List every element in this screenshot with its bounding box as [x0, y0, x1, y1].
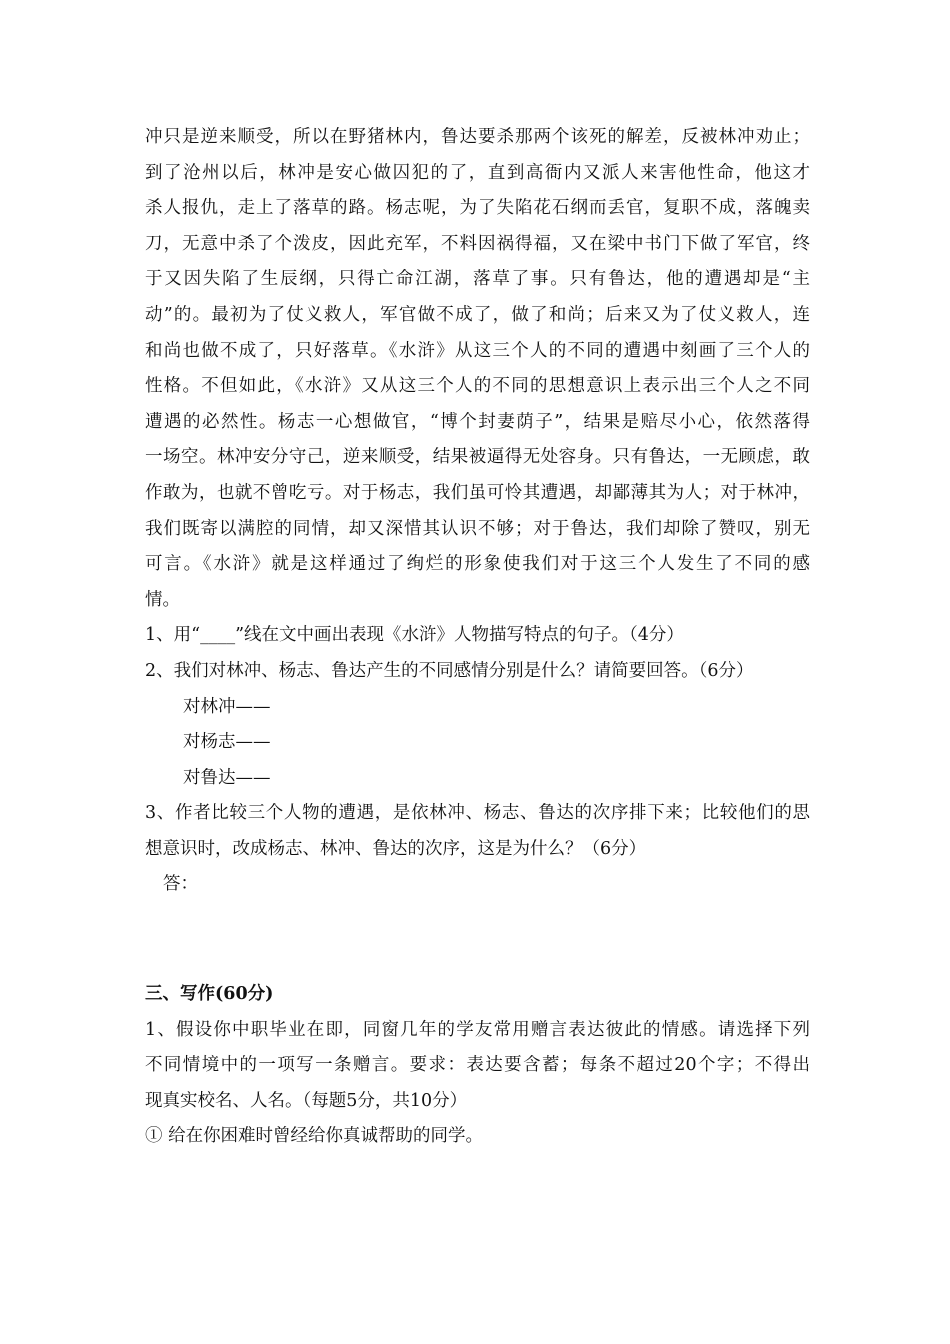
answer-space: [145, 903, 810, 977]
passage-last-line: 情。: [145, 589, 180, 610]
section-heading: 三、写作(60分): [145, 984, 274, 1005]
passage-line: 和尚也做不成了，只好落草。《水浒》从这三个人的不同的遭遇中刻画了三个人的: [145, 340, 810, 361]
section-writing: [145, 977, 810, 1155]
passage-line: 杀人报仇，走上了落草的路。杨志呢，为了失陷花石纲而丢官，复职不成，落魄卖: [145, 198, 810, 219]
passage-line: 一场空。林冲安分守己，逆来顺受，结果被逼得无处容身。只有鲁达，一无顾虑，敢: [145, 447, 810, 468]
section-last-line: 现真实校名、人名。（每题5分，共10分）: [145, 1090, 468, 1111]
question-3: [145, 796, 810, 903]
question-3-line: 3、作者比较三个人物的遭遇，是依林冲、杨志、鲁达的次序排下来；比较他们的思: [145, 803, 810, 824]
passage-line: 到了沧州以后，林冲是安心做囚犯的了，直到高衙内又派人来害他性命，他这才: [145, 162, 810, 183]
passage-line: 我们既寄以满腔的同情，却又深惜其认识不够；对于鲁达，我们却除了赞叹，别无: [145, 518, 810, 539]
section-line: 1、假设你中职毕业在即，同窗几年的学友常用赠言表达彼此的情感。请选择下列: [145, 1019, 810, 1040]
answer-yang-zhi[interactable]: 对杨志——: [183, 732, 271, 753]
question-2: [145, 654, 810, 796]
answer-lu-da[interactable]: 对鲁达——: [183, 767, 271, 788]
question-3-line: 想意识时，改成杨志、林冲、鲁达的次序，这是为什么？（6分）: [145, 838, 647, 859]
answer-lin-chong[interactable]: 对林冲——: [183, 696, 271, 717]
question-2-text: 2、我们对林冲、杨志、鲁达产生的不同感情分别是什么？请简要回答。（6分）: [145, 660, 754, 681]
question-1-prefix: 1、用“: [145, 625, 201, 646]
writing-item-1: ① 给在你困难时曾经给你真诚帮助的同学。: [145, 1126, 484, 1147]
passage-line: 动”的。最初为了仗义救人，军官做不成了，做了和尚；后来又为了仗义救人，连: [145, 304, 810, 325]
passage-line: 冲只是逆来顺受，所以在野猪林内，鲁达要杀那两个该死的解差，反被林冲劝止；: [145, 127, 810, 147]
passage: [145, 120, 810, 618]
document-page: [145, 120, 810, 1155]
passage-line: 作敢为，也就不曾吃亏。对于杨志，我们虽可怜其遭遇，却鄙薄其为人；对于林冲，: [145, 482, 810, 503]
question-1: [145, 618, 810, 654]
question-1-suffix: ”线在文中画出表现《水浒》人物描写特点的句子。（4分）: [235, 625, 684, 646]
passage-line: 遭遇的必然性。杨志一心想做官，“博个封妻荫子”，结果是赔尽小心，依然落得: [145, 411, 810, 432]
question-1-blank: ____: [200, 625, 236, 646]
section-line: 不同情境中的一项写一条赠言。要求：表达要含蓄；每条不超过20个字；不得出: [145, 1055, 810, 1076]
passage-line: 刀，无意中杀了个泼皮，因此充军，不料因祸得福，又在梁中书门下做了军官，终: [145, 233, 810, 254]
answer-label[interactable]: 答：: [163, 874, 198, 895]
passage-line: 于又因失陷了生辰纲，只得亡命江湖，落草了事。只有鲁达，他的遭遇却是“主: [145, 269, 810, 290]
passage-line: 性格。不但如此，《水浒》又从这三个人的不同的思想意识上表示出三个人之不同: [145, 376, 810, 397]
passage-line: 可言。《水浒》就是这样通过了绚烂的形象使我们对于这三个人发生了不同的感: [145, 554, 810, 575]
